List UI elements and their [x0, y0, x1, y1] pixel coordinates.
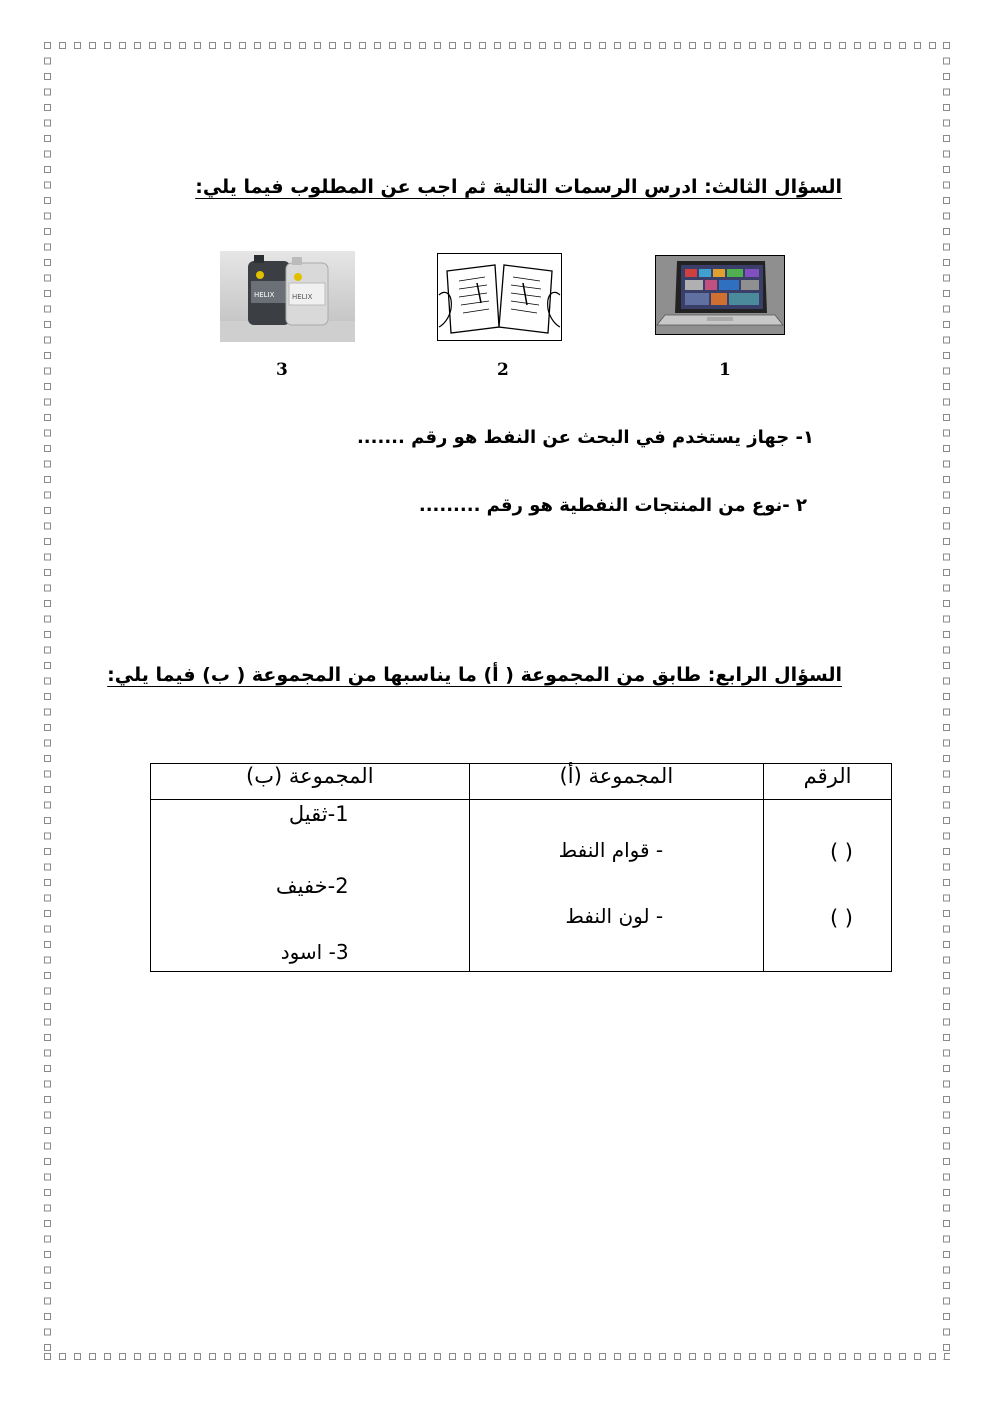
group-b-item-3: 3- اسود: [280, 940, 349, 964]
question-4-title: السؤال الرابع: طابق من المجموعة ( أ) ما يناسبها من المجموعة ( ب) فيما يلي:: [107, 664, 842, 686]
question-3-item-1: ١- جهاز يستخدم في البحث عن النفط هو رقم .......: [356, 427, 814, 448]
border-top: [44, 42, 950, 49]
header-number: الرقم: [764, 764, 892, 800]
svg-text:HELIX: HELIX: [292, 293, 313, 301]
answer-slot-2[interactable]: ( ): [829, 906, 853, 930]
answer-slot-1[interactable]: ( ): [829, 840, 853, 864]
group-b-item-1: 1-ثقيل: [288, 802, 349, 826]
table-row: [151, 800, 892, 972]
header-group-a: المجموعة (أ): [469, 764, 764, 800]
image-number-3: 3: [276, 360, 288, 380]
header-group-b: المجموعة (ب): [151, 764, 470, 800]
border-left: [44, 42, 51, 1360]
question-3-item-2: ٢ -نوع من المنتجات النفطية هو رقم .........: [418, 495, 807, 516]
border-right: [943, 42, 950, 1360]
question-3-title: السؤال الثالث: ادرس الرسمات التالية ثم اجب عن المطلوب فيما يلي:: [195, 176, 842, 198]
svg-text:HELIX: HELIX: [254, 291, 275, 299]
image-number-1: 1: [719, 360, 731, 380]
group-b-item-2: 2-خفيف: [275, 874, 349, 898]
group-a-item-1: - قوام النفط: [558, 838, 664, 862]
number-column: [764, 800, 892, 972]
group-a-item-2: - لون النفط: [565, 904, 664, 928]
page-border: [44, 42, 950, 1360]
open-book-icon: [437, 253, 562, 341]
image-number-2: 2: [497, 360, 509, 380]
border-bottom: [44, 1353, 950, 1360]
table-header-row: [151, 764, 892, 800]
matching-table: [150, 763, 892, 972]
laptop-icon: [655, 255, 785, 335]
oil-containers-icon: [220, 251, 355, 342]
group-a-column: [469, 800, 764, 972]
group-b-column: [151, 800, 470, 972]
